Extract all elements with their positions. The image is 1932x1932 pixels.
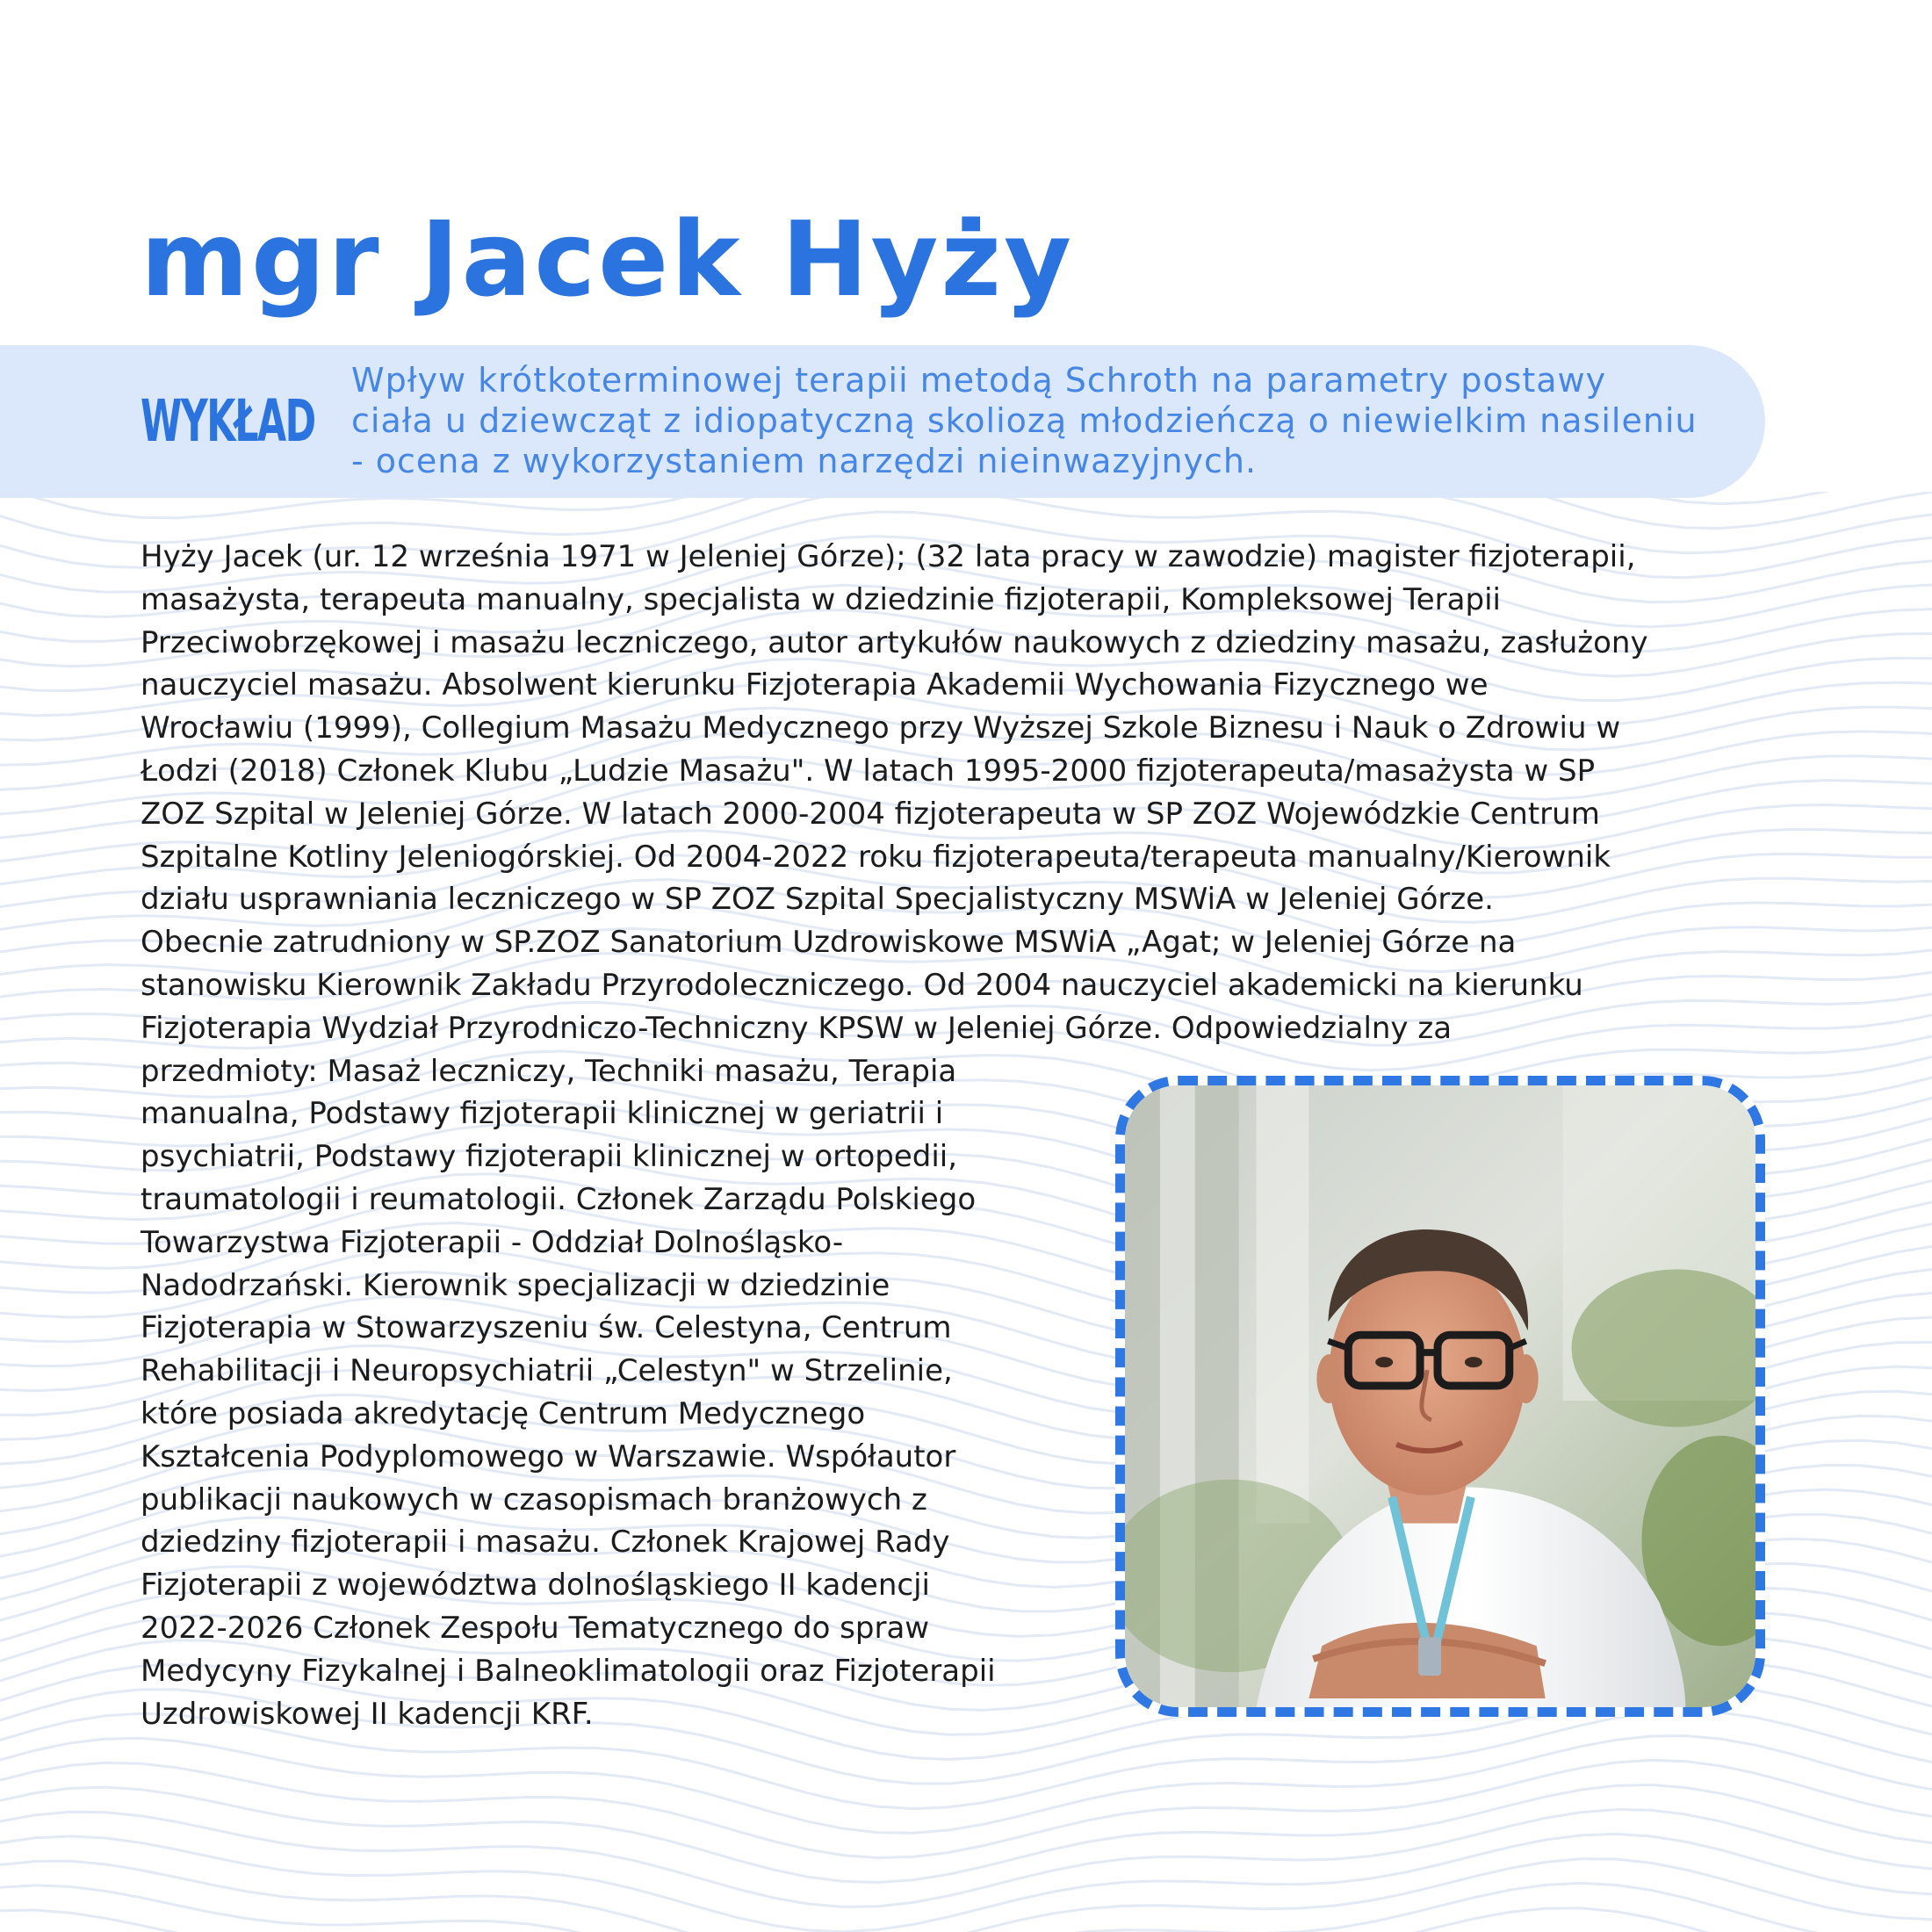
bio-line: nauczyciel masażu. Absolwent kierunku Fizjoterapia Akademii Wychowania Fizycznego we [141,667,1489,703]
lecture-title [351,360,1756,481]
bio-line: Fizjoterapia Wydział Przyrodniczo-Techniczny KPSW w Jeleniej Górze. Odpowiedzialny za [141,1010,1453,1046]
bio-line: stanowisku Kierownik Zakładu Przyrodoleczniczego. Od 2004 nauczyciel akademicki na kierunku [141,967,1583,1003]
portrait-photo-icon [1125,1085,1755,1707]
bio-line: Wrocławiu (1999), Collegium Masażu Medycznego przy Wyższej Szkole Biznesu i Nauk o Zdrowiu w [141,710,1621,746]
bio-line: Hyży Jacek (ur. 12 września 1971 w Jeleniej Górze); (32 lata pracy w zawodzie) magister fizjoterapii, [141,539,1636,574]
bio-line: które posiada akredytację Centrum Medycznego [141,1395,866,1431]
bio-line: przedmioty: Masaż leczniczy, Techniki masażu, Terapia [141,1053,957,1089]
bio-line: Towarzystwa Fizjoterapii - Oddział Dolnośląsko- [141,1224,844,1260]
bio-line: traumatologii i reumatologii. Członek Zarządu Polskiego [141,1181,977,1217]
bio-line: dziedziny fizjoterapii i masażu. Członek Krajowej Rady [141,1525,950,1561]
lecture-title-line: - ocena z wykorzystaniem narzędzi nieinwazyjnych. [351,442,1258,480]
lecture-title-line: ciała u dziewcząt z idiopatyczną skoliozą młodzieńczą o niewielkim nasileniu [351,401,1698,440]
bio-line: Fizjoterapia w Stowarzyszeniu św. Celestyna, Centrum [141,1310,952,1346]
bio-line: psychiatrii, Podstawy fizjoterapii klinicznej w ortopedii, [141,1139,958,1175]
bio-line: Fizjoterapii z województwa dolnośląskiego II kadencji [141,1568,930,1604]
wave-line [0,1810,1932,1907]
wave-line [0,1785,1932,1883]
bio-line: działu usprawniania leczniczego w SP ZOZ Szpital Specjalistyczny MSWiA w Jeleniej Górze. [141,882,1494,918]
bio-line: ZOZ Szpital w Jeleniej Górze. W latach 2000-2004 fizjoterapeuta w SP ZOZ Wojewódzkie Centrum [141,796,1600,832]
bio-line: manualna, Podstawy fizjoterapii klinicznej w geriatrii i [141,1096,944,1132]
bio-line: Przeciwobrzękowej i masażu leczniczego, autor artykułów naukowych z dziedziny masażu, zasłużony [141,624,1648,660]
bio-line: Kształcenia Podyplomowego w Warszawie. Współautor [141,1438,956,1474]
speaker-name: mgr Jacek Hyży [141,198,1075,320]
bio-line: Łodzi (2018) Członek Klubu „Ludzie Masażu". W latach 1995-2000 fizjoterapeuta/masażysta w SP [141,753,1596,789]
bio-line: Uzdrowiskowej II kadencji KRF. [141,1696,594,1732]
bio-line: Szpitalne Kotliny Jeleniogórskiej. Od 2004-2022 roku fizjoterapeuta/terapeuta manualny/Kierownik [141,839,1611,875]
bio-line: 2022-2026 Członek Zespołu Tematycznego do spraw [141,1610,930,1646]
lecture-title-line: Wpływ krótkoterminowej terapii metodą Schroth na parametry postawy [351,361,1607,400]
bio-line: Rehabilitacji i Neuropsychiatrii „Celestyn" w Strzelinie, [141,1353,953,1389]
bio-line: publikacji naukowych w czasopismach branżowych z [141,1481,927,1517]
speaker-photo [1115,1076,1765,1717]
bio-line: Medycyny Fizykalnej i Balneoklimatologii oraz Fizjoterapii [141,1653,996,1689]
bio-line: Obecnie zatrudniony w SP.ZOZ Sanatorium Uzdrowiskowe MSWiA „Agat; w Jeleniej Górze na [141,925,1517,961]
bio-line: Nadodrzański. Kierownik specjalizacji w dziedzinie [141,1267,890,1303]
lecture-tag: WYKŁAD [141,387,315,455]
bio-line: masażysta, terapeuta manualny, specjalista w dziedzinie fizjoterapii, Kompleksowej Terapii [141,581,1501,617]
